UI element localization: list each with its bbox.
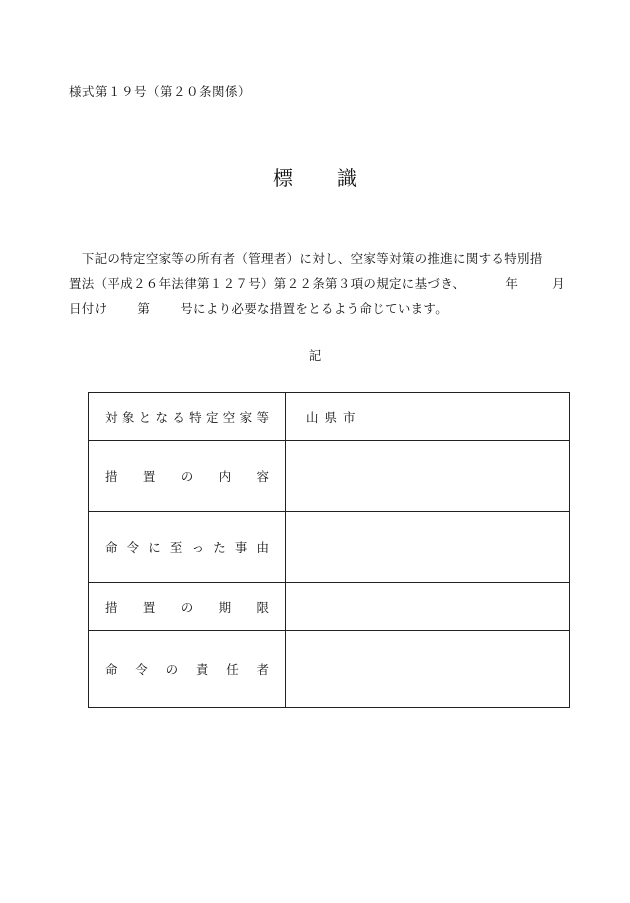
row-label-char: 定 <box>205 409 219 425</box>
body-line-2 <box>69 271 589 296</box>
notice-body <box>69 246 589 321</box>
ki-label: 記 <box>308 348 322 363</box>
row-label-char: 置 <box>142 469 156 484</box>
row-label <box>89 598 285 616</box>
page-title <box>0 162 630 191</box>
table-row-order-responsible <box>89 631 570 708</box>
row-value <box>286 512 570 583</box>
row-label-cell <box>89 583 286 631</box>
row-label-cell <box>89 512 286 583</box>
row-label-char: 由 <box>256 540 269 555</box>
row-label-char: 象 <box>121 409 135 425</box>
body-line-3 <box>69 296 589 321</box>
body-line-1 <box>69 246 589 271</box>
row-value: 山県市 <box>286 393 570 441</box>
row-label-char: 命 <box>105 540 118 555</box>
row-label-char: 任 <box>226 662 239 677</box>
row-label-char: 特 <box>189 409 202 425</box>
row-label-char: 対 <box>105 409 118 425</box>
row-label-char: の <box>165 662 179 677</box>
table-row-measure-content <box>89 441 570 512</box>
row-label-char: 令 <box>135 662 148 677</box>
row-label-char: 至 <box>169 540 183 555</box>
row-label <box>89 660 285 678</box>
row-label-char: る <box>172 409 185 425</box>
body-line-1-text: 下記の特定空家等の所有者（管理者）に対し、空家等対策の推進に関する特別措 <box>81 251 543 266</box>
notice-table <box>88 392 570 708</box>
row-label-char: た <box>213 540 226 555</box>
row-label-char: の <box>180 469 194 484</box>
date-suffix-label: 日付け <box>69 301 108 316</box>
row-label-char: に <box>148 540 161 555</box>
row-label-char: と <box>138 409 152 425</box>
row-label-char: 措 <box>105 599 118 615</box>
row-label-char: 期 <box>218 599 232 615</box>
row-label-cell <box>89 441 286 512</box>
row-label-char: 限 <box>256 599 269 615</box>
row-label-char: 責 <box>195 662 209 677</box>
row-label-char: 空 <box>222 409 236 425</box>
year-label: 年 <box>505 276 519 291</box>
row-label-char: 令 <box>126 540 140 555</box>
row-label-char: な <box>155 409 168 425</box>
title-char: 標 <box>273 166 293 190</box>
row-label-char: 等 <box>256 409 269 425</box>
row-label-char: 措 <box>105 469 118 484</box>
table-row-order-reason <box>89 512 570 583</box>
body-line-3-text: 号により必要な措置をとるよう命じています。 <box>180 301 449 316</box>
row-label-char: 置 <box>142 599 156 615</box>
row-label-char: 内 <box>218 469 232 484</box>
row-label-char: 命 <box>105 662 118 677</box>
row-label-char: っ <box>191 540 205 555</box>
number-prefix-label: 第 <box>137 301 151 316</box>
row-value <box>286 631 570 708</box>
row-label-char: 事 <box>234 540 248 555</box>
row-label <box>89 467 285 485</box>
row-value <box>286 583 570 631</box>
row-label-cell <box>89 393 286 441</box>
title-char: 識 <box>337 166 357 190</box>
month-label: 月 <box>552 276 565 291</box>
row-label-cell <box>89 631 286 708</box>
form-number: 様式第１９号（第２０条関係） <box>69 84 252 99</box>
row-label-char: の <box>180 599 194 615</box>
table-row-measure-deadline <box>89 583 570 631</box>
row-label <box>89 538 285 556</box>
row-label <box>89 408 285 426</box>
table-row-target-property <box>89 393 570 441</box>
row-value <box>286 441 570 512</box>
row-label-char: 家 <box>239 409 253 425</box>
row-label-char: 者 <box>256 662 269 677</box>
body-line-2-text: 置法（平成２６年法律第１２７号）第２２条第３項の規定に基づき、 <box>69 276 466 291</box>
row-label-char: 容 <box>256 469 269 484</box>
